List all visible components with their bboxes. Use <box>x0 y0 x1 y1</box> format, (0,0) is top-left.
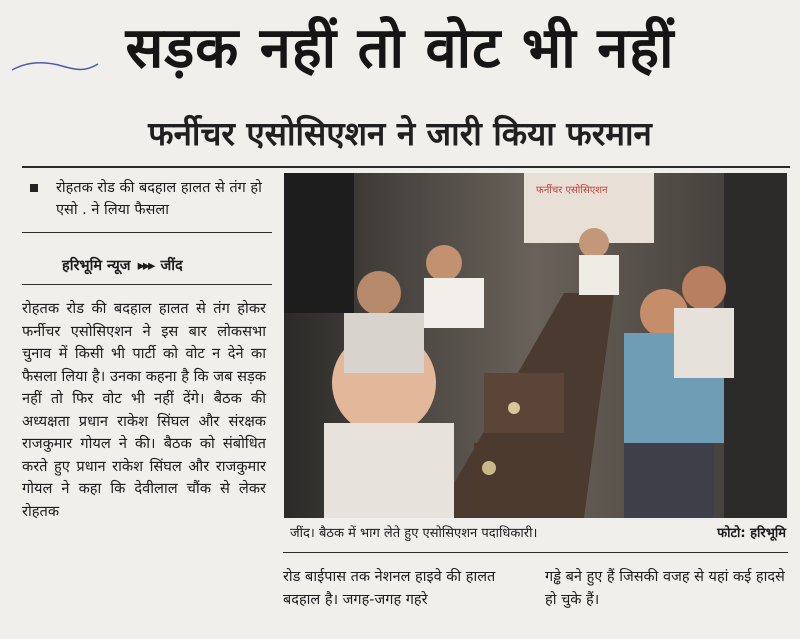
caption-text: जींद। बैठक में भाग लेते हुए एसोसिएशन पदाधिकारी। <box>290 526 538 541</box>
photo-caption <box>286 524 786 544</box>
divider-deck <box>22 232 272 233</box>
article-body-col2: रोड बाईपास तक नेशनल हाइवे की हालत बदहाल है। जगह-जगह गहरे <box>283 569 496 608</box>
byline-place: जींद <box>160 258 183 274</box>
divider-caption <box>283 552 788 553</box>
photo-credit: फोटो: हरिभूमि <box>717 526 786 541</box>
banner-text: फर्नीचर एसोसिएशन <box>536 185 608 196</box>
byline <box>62 256 183 276</box>
news-photo <box>284 173 787 518</box>
article-body-col3: गड्ढे बने हुए हैं जिसकी वजह से यहां कई हादसे हो चुके हैं। <box>545 569 785 608</box>
photo-illustration <box>284 173 787 518</box>
byline-arrows-icon: ▸▸▸ <box>137 258 154 274</box>
deck-text: रोहतक रोड की बदहाल हालत से तंग हो एसो . ने लिया फैसला <box>56 180 262 218</box>
article-body-col1: रोहतक रोड की बदहाल हालत से तंग होकर फर्नीचर एसोसिएशन ने इस बार लोकसभा चुनाव में किसी भी पार्टी को वोट न देने का फैसला लिया है। उनका कहना है कि जब सड़क नहीं तो फिर वोट भी नहीं देंगे। बैठक की अध्यक्षता प्रधान राकेश सिंघल और संरक्षक राजकुमार गोयल ने की। बैठक को संबोधित करते हुए प्रधान राकेश सिंघल और राजकुमार गोयल ने कहा कि देवीलाल चौंक से लेकर रोहतक <box>22 300 266 520</box>
divider-top <box>22 166 790 168</box>
subheadline: फर्नीचर एसोसिएशन ने जारी किया फरमान <box>148 114 652 153</box>
bullet-icon <box>30 184 38 192</box>
divider-byline <box>22 284 272 285</box>
deck <box>30 177 270 221</box>
headline: सड़क नहीं तो वोट भी नहीं <box>125 16 675 81</box>
byline-source: हरिभूमि न्यूज <box>62 258 131 274</box>
